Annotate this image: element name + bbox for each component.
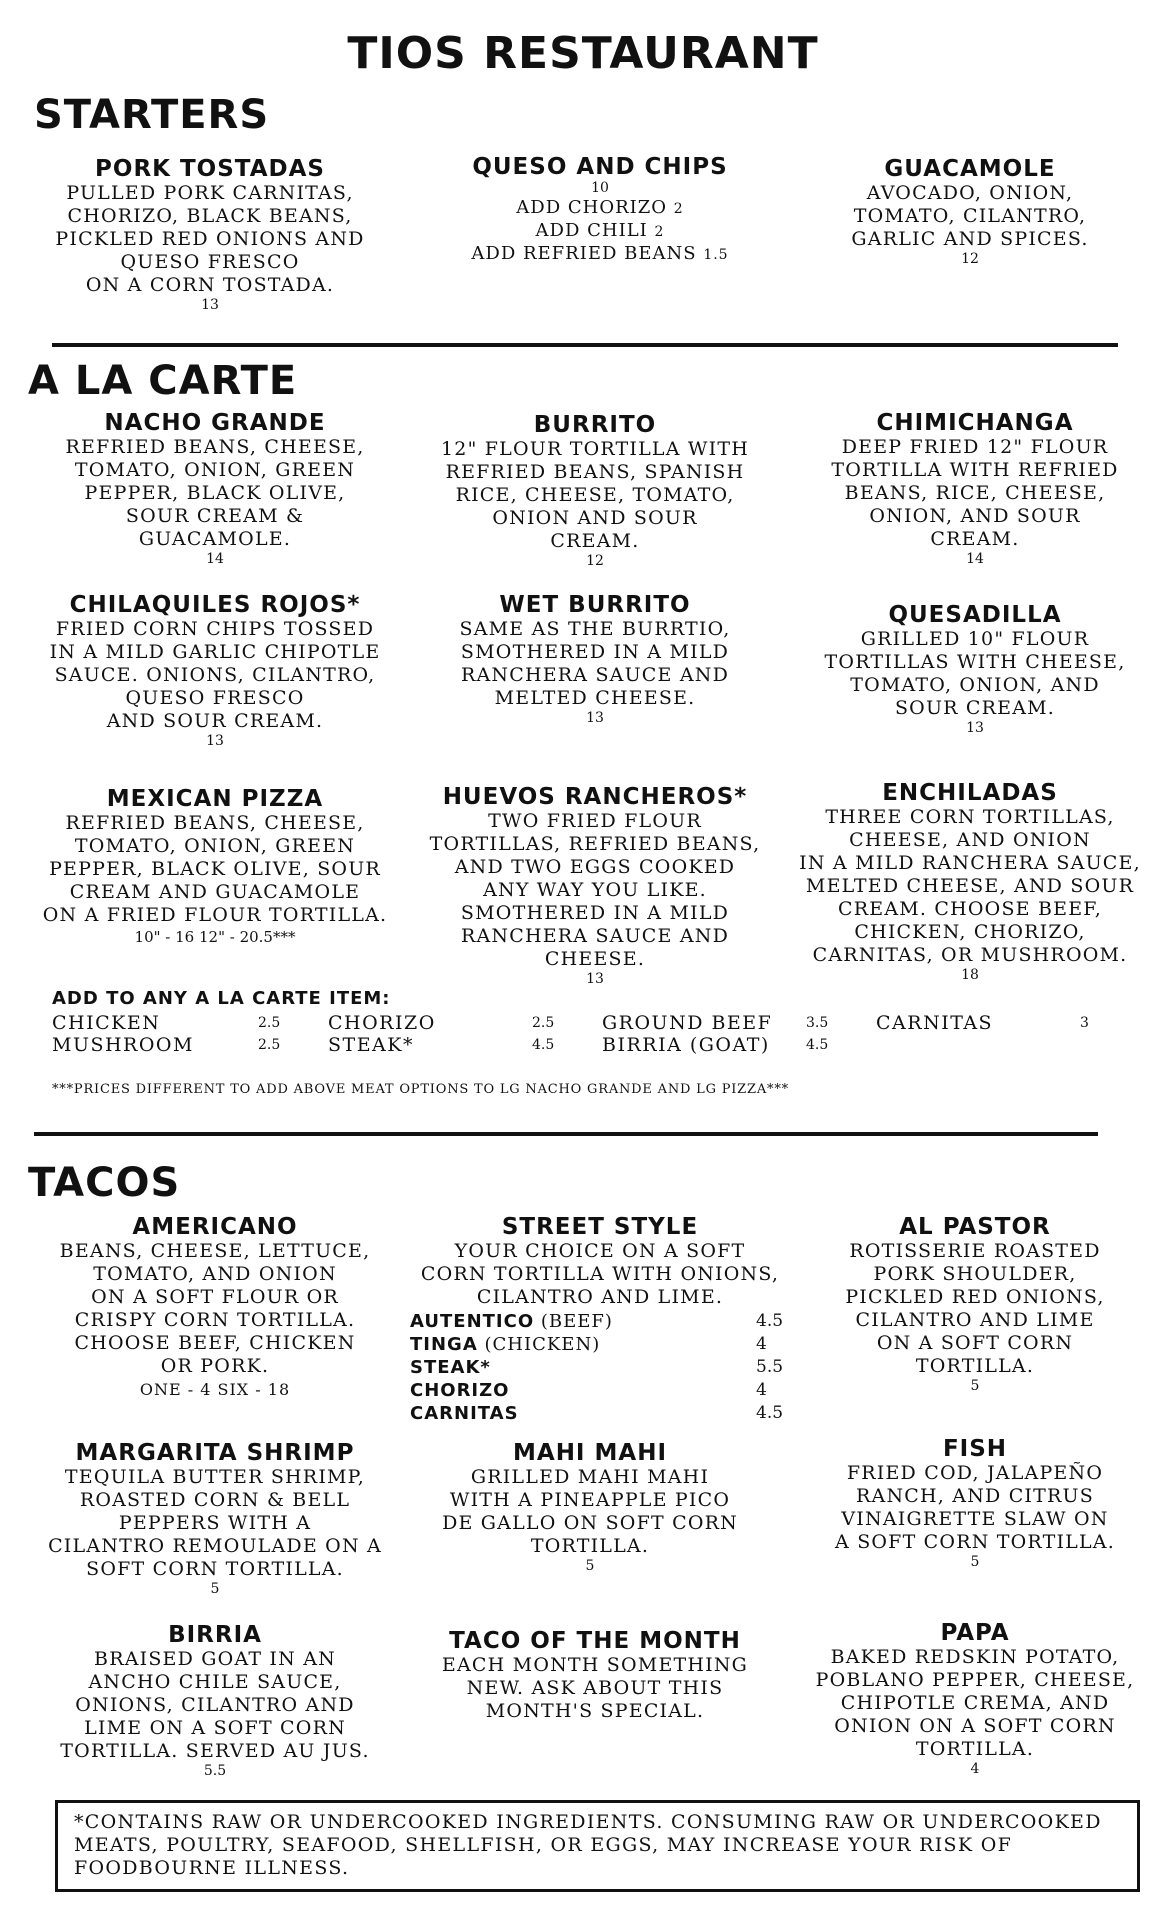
menu-item-huevos-rancheros	[410, 784, 780, 988]
item-price: 12	[961, 251, 979, 267]
item-name: MAHI MAHI	[513, 1440, 667, 1466]
street-option: CARNITAS	[410, 1403, 519, 1424]
page-title: TIOS RESTAURANT	[347, 28, 819, 79]
menu-item-street-style	[405, 1214, 795, 1309]
item-desc-line: TORTILLAS, REFRIED BEANS,	[429, 833, 761, 855]
addon-price: 2.5	[258, 1015, 281, 1031]
item-desc-line: POBLANO PEPPER, CHEESE,	[815, 1669, 1135, 1691]
addon-price: 3.5	[806, 1015, 829, 1031]
menu-item-nacho-grande	[30, 410, 400, 568]
item-desc-line: DE GALLO ON SOFT CORN	[442, 1512, 738, 1534]
item-name: AL PASTOR	[899, 1214, 1051, 1240]
item-desc-line: ON A FRIED FLOUR TORTILLA.	[42, 904, 388, 926]
street-option: AUTENTICO (BEEF)	[410, 1311, 613, 1332]
menu-item-chimichanga	[790, 410, 1160, 568]
item-price: 4	[970, 1761, 980, 1777]
street-option-price: 5.5	[756, 1357, 784, 1377]
item-desc-line: ROTISSERIE ROASTED	[849, 1240, 1101, 1262]
menu-item-taco-of-the-month	[405, 1628, 785, 1723]
menu-item-al-pastor	[790, 1214, 1160, 1395]
item-desc-line: CREAM.	[930, 528, 1020, 550]
item-desc-line: SOFT CORN TORTILLA.	[86, 1558, 344, 1580]
item-desc-line: TORTILLA.	[915, 1355, 1035, 1377]
addons-note: ***PRICES DIFFERENT TO ADD ABOVE MEAT OPTIONS TO LG NACHO GRANDE AND LG PIZZA***	[52, 1082, 789, 1097]
item-desc-line: CARNITAS, OR MUSHROOM.	[812, 944, 1128, 966]
addon-label: GROUND BEEF	[602, 1012, 773, 1034]
addon-label: STEAK*	[328, 1034, 414, 1056]
menu-item-burrito	[410, 412, 780, 570]
item-desc-line: AND SOUR CREAM.	[106, 710, 324, 732]
item-desc-line: THREE CORN TORTILLAS,	[825, 806, 1115, 828]
item-desc-line: PORK SHOULDER,	[873, 1263, 1077, 1285]
item-name: QUESADILLA	[888, 602, 1062, 628]
item-price: ONE - 4 SIX - 18	[139, 1380, 291, 1399]
item-desc-line: IN A MILD RANCHERA SAUCE,	[799, 852, 1141, 874]
item-price: 13	[586, 710, 604, 726]
item-name: AMERICANO	[132, 1214, 298, 1240]
item-price: 13	[201, 297, 219, 313]
item-name: TACO OF THE MONTH	[449, 1628, 741, 1654]
menu-item-birria	[30, 1622, 400, 1780]
item-name: ENCHILADAS	[882, 780, 1058, 806]
item-desc-line: CHICKEN, CHORIZO,	[854, 921, 1086, 943]
item-desc-line: WITH A PINEAPPLE PICO	[449, 1489, 731, 1511]
item-price: 5	[970, 1554, 980, 1570]
item-desc-line: VINAIGRETTE SLAW ON	[841, 1508, 1109, 1530]
item-desc-line: CREAM. CHOOSE BEEF,	[838, 898, 1102, 920]
item-desc-line: RANCHERA SAUCE AND	[460, 925, 730, 947]
item-desc-line: CILANTRO AND LIME.	[476, 1286, 724, 1308]
item-price: 13	[586, 971, 604, 987]
item-desc-line: BRAISED GOAT IN AN	[94, 1648, 336, 1670]
street-option-price: 4.5	[756, 1311, 784, 1331]
item-desc-line: TOMATO, CILANTRO,	[853, 205, 1087, 227]
addon-label: MUSHROOM	[52, 1034, 194, 1056]
item-desc-line: EACH MONTH SOMETHING	[441, 1654, 749, 1676]
item-desc-line: BAKED REDSKIN POTATO,	[830, 1646, 1120, 1668]
item-price: 13	[966, 720, 984, 736]
item-desc-line: CHORIZO, BLACK BEANS,	[67, 205, 353, 227]
menu-item-wet-burrito	[410, 592, 780, 727]
item-desc-line: MONTH'S SPECIAL.	[485, 1700, 705, 1722]
menu-item-queso-and-chips	[420, 154, 780, 266]
item-desc-line: NEW. ASK ABOUT THIS	[466, 1677, 724, 1699]
menu-item-margarita-shrimp	[20, 1440, 410, 1598]
item-name: MARGARITA SHRIMP	[75, 1440, 355, 1466]
item-desc-line: QUESO FRESCO	[120, 251, 300, 273]
item-name: GUACAMOLE	[884, 156, 1056, 182]
item-name: MEXICAN PIZZA	[106, 786, 324, 812]
item-price: 12	[586, 553, 604, 569]
item-name: PAPA	[940, 1620, 1010, 1646]
item-desc-line: GRILLED MAHI MAHI	[470, 1466, 710, 1488]
item-price: 5	[585, 1558, 595, 1574]
section-title-tacos: TACOS	[28, 1160, 181, 1206]
item-desc-line: CILANTRO REMOULADE ON A	[48, 1535, 382, 1557]
item-desc-line: TORTILLA WITH REFRIED	[831, 459, 1119, 481]
item-desc-line: ONION AND SOUR	[492, 507, 698, 529]
item-desc-line: DEEP FRIED 12" FLOUR	[841, 436, 1109, 458]
addons-title: ADD TO ANY A LA CARTE ITEM:	[52, 988, 391, 1009]
item-desc-line: SAME AS THE BURRTIO,	[459, 618, 731, 640]
item-desc-line: ON A SOFT FLOUR OR	[91, 1286, 339, 1308]
item-desc-line: FRIED COD, JALAPEÑO	[846, 1462, 1104, 1484]
addon-label: CHORIZO	[328, 1012, 436, 1034]
item-desc-line: PEPPER, BLACK OLIVE, SOUR	[49, 858, 381, 880]
street-option-price: 4.5	[756, 1403, 784, 1423]
menu-item-guacamole	[790, 156, 1150, 268]
addon-price: 2.5	[532, 1015, 555, 1031]
item-desc-line: TWO FRIED FLOUR	[488, 810, 702, 832]
menu-item-papa	[790, 1620, 1160, 1778]
item-desc-line: ON A CORN TOSTADA.	[85, 274, 335, 296]
item-desc-line: TEQUILA BUTTER SHRIMP,	[64, 1466, 366, 1488]
item-price: 5.5	[203, 1763, 227, 1779]
item-desc-line: REFRIED BEANS, SPANISH	[445, 461, 745, 483]
item-desc-line: CHIPOTLE CREMA, AND	[840, 1692, 1110, 1714]
item-desc-line: ONIONS, CILANTRO AND	[75, 1694, 355, 1716]
item-desc-line: LIME ON A SOFT CORN	[84, 1717, 346, 1739]
item-desc-line: TOMATO, ONION, AND	[850, 674, 1100, 696]
menu-item-enchiladas	[780, 780, 1160, 984]
item-desc-line: TORTILLA. SERVED AU JUS.	[60, 1740, 370, 1762]
item-name: WET BURRITO	[499, 592, 691, 618]
item-desc-line: CORN TORTILLA WITH ONIONS,	[420, 1263, 780, 1285]
item-desc-line: FRIED CORN CHIPS TOSSED	[55, 618, 375, 640]
item-desc-line: CHOOSE BEEF, CHICKEN	[74, 1332, 356, 1354]
section-title-a-la-carte: A LA CARTE	[28, 358, 298, 404]
menu-item-quesadilla	[790, 602, 1160, 737]
item-desc-line: TORTILLA.	[530, 1535, 650, 1557]
item-desc-line: YOUR CHOICE ON A SOFT	[454, 1240, 746, 1262]
addon-label: CARNITAS	[876, 1012, 994, 1034]
street-option: CHORIZO	[410, 1380, 510, 1401]
item-desc-line: TOMATO, ONION, GREEN	[74, 459, 356, 481]
item-desc-line: TOMATO, AND ONION	[93, 1263, 337, 1285]
menu-item-pork-tostadas	[30, 156, 390, 314]
section-title-starters: STARTERS	[34, 92, 270, 138]
item-desc-line: CHEESE.	[544, 948, 646, 970]
item-desc-line: BEANS, RICE, CHEESE,	[844, 482, 1106, 504]
item-extra: ADD CHILI 2	[535, 220, 665, 241]
street-option: TINGA (CHICKEN)	[410, 1334, 601, 1355]
item-price: 10" - 16 12" - 20.5***	[134, 928, 296, 946]
item-name: QUESO AND CHIPS	[472, 154, 728, 180]
addon-label: CHICKEN	[52, 1012, 161, 1034]
item-desc-line: IN A MILD GARLIC CHIPOTLE	[49, 641, 381, 663]
item-desc-line: PULLED PORK CARNITAS,	[66, 182, 354, 204]
item-desc-line: CRISPY CORN TORTILLA.	[74, 1309, 356, 1331]
item-desc-line: MELTED CHEESE, AND SOUR	[805, 875, 1135, 897]
item-desc-line: ON A SOFT CORN	[876, 1332, 1074, 1354]
menu-item-americano	[30, 1214, 400, 1402]
item-desc-line: ONION, AND SOUR	[869, 505, 1081, 527]
item-desc-line: MELTED CHEESE.	[494, 687, 696, 709]
item-desc-line: SAUCE. ONIONS, CILANTRO,	[54, 664, 376, 686]
item-desc-line: PICKLED RED ONIONS,	[845, 1286, 1105, 1308]
item-desc-line: ONION ON A SOFT CORN	[834, 1715, 1116, 1737]
menu-item-chilaquiles-rojos	[30, 592, 400, 750]
item-desc-line: GRILLED 10" FLOUR	[860, 628, 1090, 650]
item-desc-line: GARLIC AND SPICES.	[851, 228, 1089, 250]
street-option-price: 4	[756, 1334, 767, 1354]
item-desc-line: SMOTHERED IN A MILD	[460, 902, 730, 924]
item-name: PORK TOSTADAS	[95, 156, 325, 182]
item-desc-line: A SOFT CORN TORTILLA.	[835, 1531, 1115, 1553]
item-name: CHIMICHANGA	[876, 410, 1074, 436]
addon-price: 4.5	[532, 1037, 555, 1053]
street-option: STEAK*	[410, 1357, 491, 1378]
item-desc-line: PEPPER, BLACK OLIVE,	[84, 482, 346, 504]
divider	[34, 1132, 1098, 1136]
item-desc-line: ANCHO CHILE SAUCE,	[88, 1671, 342, 1693]
item-price: 5	[210, 1581, 220, 1597]
menu-item-fish	[790, 1436, 1160, 1571]
item-name: HUEVOS RANCHEROS*	[442, 784, 748, 810]
item-desc-line: SOUR CREAM.	[894, 697, 1056, 719]
item-price: 5	[970, 1378, 980, 1394]
item-desc-line: SMOTHERED IN A MILD	[460, 641, 730, 663]
item-desc-line: REFRIED BEANS, CHEESE,	[65, 436, 365, 458]
item-name: NACHO GRANDE	[104, 410, 326, 436]
divider	[52, 343, 1118, 347]
addon-price: 4.5	[806, 1037, 829, 1053]
menu-item-mexican-pizza	[20, 786, 410, 947]
item-desc-line: GUACAMOLE.	[138, 528, 292, 550]
item-price: 10	[591, 180, 609, 196]
item-desc-line: 12" FLOUR TORTILLA WITH	[441, 438, 749, 460]
item-name: CHILAQUILES ROJOS*	[69, 592, 361, 618]
item-name: BURRITO	[533, 412, 657, 438]
raw-food-disclaimer: *CONTAINS RAW OR UNDERCOOKED INGREDIENTS. CONSUMING RAW OR UNDERCOOKED MEATS, POULTRY, SEAFOOD, SHELLFISH, OR EGGS, MAY INCREASE YOUR RISK OF FOODBOURNE ILLNESS.	[55, 1800, 1140, 1892]
item-extra: ADD REFRIED BEANS 1.5	[471, 243, 729, 264]
street-option-price: 4	[756, 1380, 767, 1400]
addon-price: 3	[1080, 1015, 1089, 1031]
item-desc-line: CILANTRO AND LIME	[855, 1309, 1095, 1331]
item-desc-line: ANY WAY YOU LIKE.	[483, 879, 707, 901]
addon-label: BIRRIA (GOAT)	[602, 1034, 770, 1056]
item-name: FISH	[942, 1436, 1008, 1462]
item-price: 14	[966, 551, 984, 567]
item-desc-line: REFRIED BEANS, CHEESE,	[65, 812, 365, 834]
menu-item-mahi-mahi	[405, 1440, 775, 1575]
item-desc-line: AND TWO EGGS COOKED	[454, 856, 736, 878]
item-desc-line: TOMATO, ONION, GREEN	[74, 835, 356, 857]
item-desc-line: PEPPERS WITH A	[118, 1512, 312, 1534]
item-desc-line: TORTILLA.	[915, 1738, 1035, 1760]
item-desc-line: CREAM.	[550, 530, 640, 552]
item-price: 14	[206, 551, 224, 567]
item-desc-line: CREAM AND GUACAMOLE	[69, 881, 361, 903]
item-price: 13	[206, 733, 224, 749]
item-desc-line: TORTILLAS WITH CHEESE,	[824, 651, 1126, 673]
addon-price: 2.5	[258, 1037, 281, 1053]
item-desc-line: RICE, CHEESE, TOMATO,	[455, 484, 735, 506]
item-name: STREET STYLE	[501, 1214, 699, 1240]
item-desc-line: OR PORK.	[160, 1355, 270, 1377]
item-desc-line: AVOCADO, ONION,	[866, 182, 1074, 204]
item-price: 18	[961, 967, 979, 983]
item-name: BIRRIA	[168, 1622, 262, 1648]
item-desc-line: ROASTED CORN & BELL	[79, 1489, 351, 1511]
item-desc-line: SOUR CREAM &	[125, 505, 305, 527]
item-desc-line: CHEESE, AND ONION	[849, 829, 1091, 851]
item-desc-line: PICKLED RED ONIONS AND	[55, 228, 365, 250]
item-desc-line: RANCHERA SAUCE AND	[460, 664, 730, 686]
item-desc-line: QUESO FRESCO	[125, 687, 305, 709]
item-desc-line: RANCH, AND CITRUS	[856, 1485, 1094, 1507]
item-extra: ADD CHORIZO 2	[516, 197, 684, 218]
item-desc-line: BEANS, CHEESE, LETTUCE,	[59, 1240, 371, 1262]
